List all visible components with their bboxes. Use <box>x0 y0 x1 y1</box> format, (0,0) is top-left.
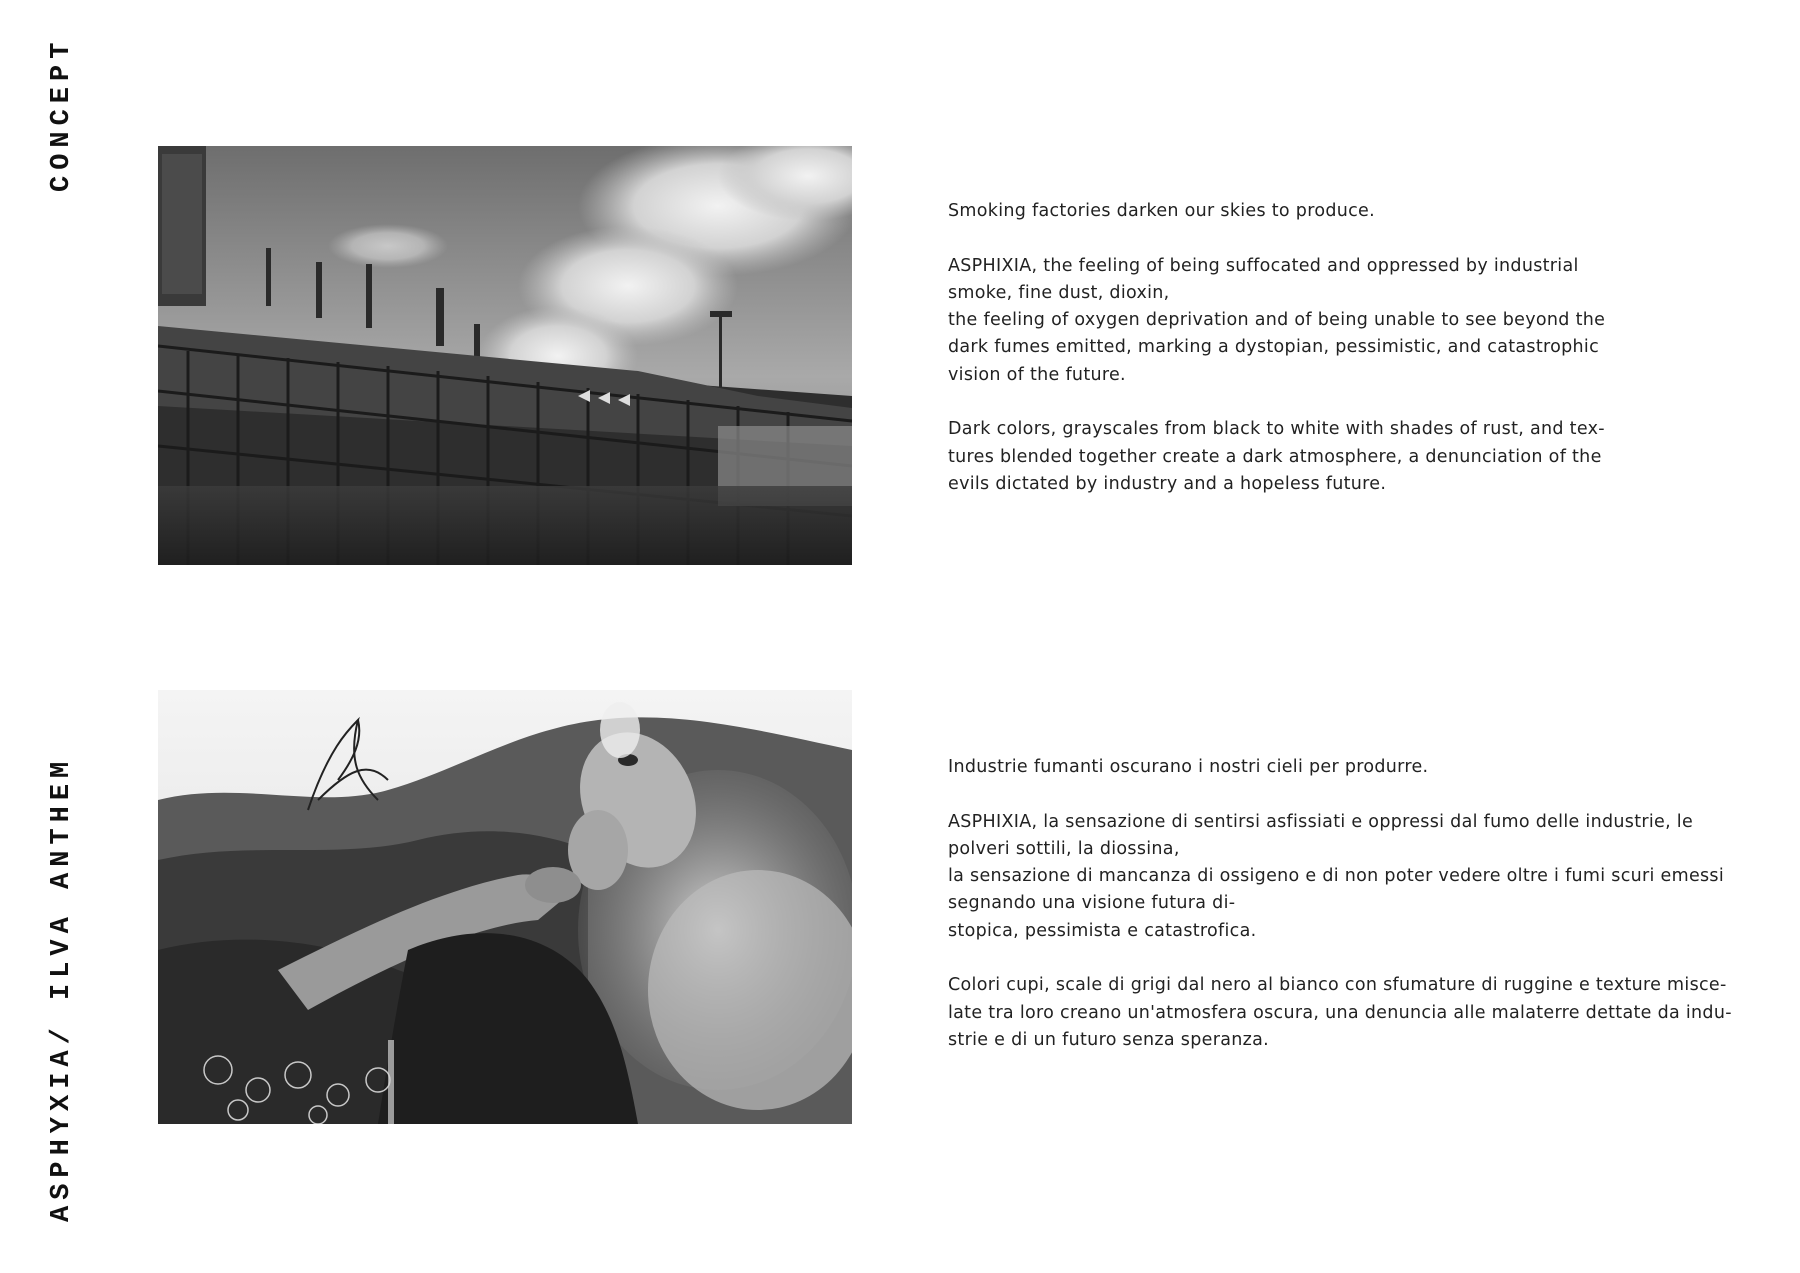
text-line: ASPHIXIA, la sensazione di sentirsi asfissiati e oppressi dal fumo delle industrie, le <box>948 811 1694 832</box>
italian-text <box>948 754 1748 1082</box>
english-text <box>948 198 1748 526</box>
paragraph <box>948 754 1748 781</box>
text-line: late tra loro creano un'atmosfera oscura, una denuncia alle malaterre dettate da indu- <box>948 1002 1732 1023</box>
text-line: smoke, fine dust, dioxin, <box>948 282 1170 303</box>
paragraph <box>948 416 1748 498</box>
text-line: tures blended together create a dark atmosphere, a denunciation of the <box>948 446 1602 467</box>
text-line: Colori cupi, scale di grigi dal nero al bianco con sfumature di ruggine e texture misce- <box>948 975 1727 996</box>
paragraph <box>948 198 1748 225</box>
project-title: ASPHYXIA/ ILVA ANTHEM <box>47 755 77 1222</box>
text-line: ASPHIXIA, the feeling of being suffocated and oppressed by industrial <box>948 255 1579 276</box>
text-line: polveri sottili, la diossina, <box>948 838 1180 859</box>
text-line: Industrie fumanti oscurano i nostri cieli per produrre. <box>948 757 1429 777</box>
section-label-concept: CONCEPT <box>47 36 77 192</box>
paragraph <box>948 809 1748 945</box>
text-line: stopica, pessimista e catastrofica. <box>948 920 1257 941</box>
text-line: Smoking factories darken our skies to produce. <box>948 201 1375 221</box>
paragraph <box>948 253 1748 389</box>
text-line: evils dictated by industry and a hopeless future. <box>948 473 1387 494</box>
factory-photo <box>158 146 852 565</box>
text-line: la sensazione di mancanza di ossigeno e di non poter vedere oltre i fumi scuri emessi <box>948 866 1725 887</box>
paragraph <box>948 972 1748 1054</box>
text-line: vision of the future. <box>948 364 1126 385</box>
text-line: strie e di un futuro senza speranza. <box>948 1029 1269 1050</box>
text-line: the feeling of oxygen deprivation and of being unable to see beyond the <box>948 310 1606 331</box>
text-line: Dark colors, grayscales from black to white with shades of rust, and tex- <box>948 419 1605 440</box>
text-line: segnando una visione futura di- <box>948 893 1236 914</box>
text-line: dark fumes emitted, marking a dystopian, pessimistic, and catastrophic <box>948 337 1600 358</box>
portrait-photo <box>158 690 852 1124</box>
